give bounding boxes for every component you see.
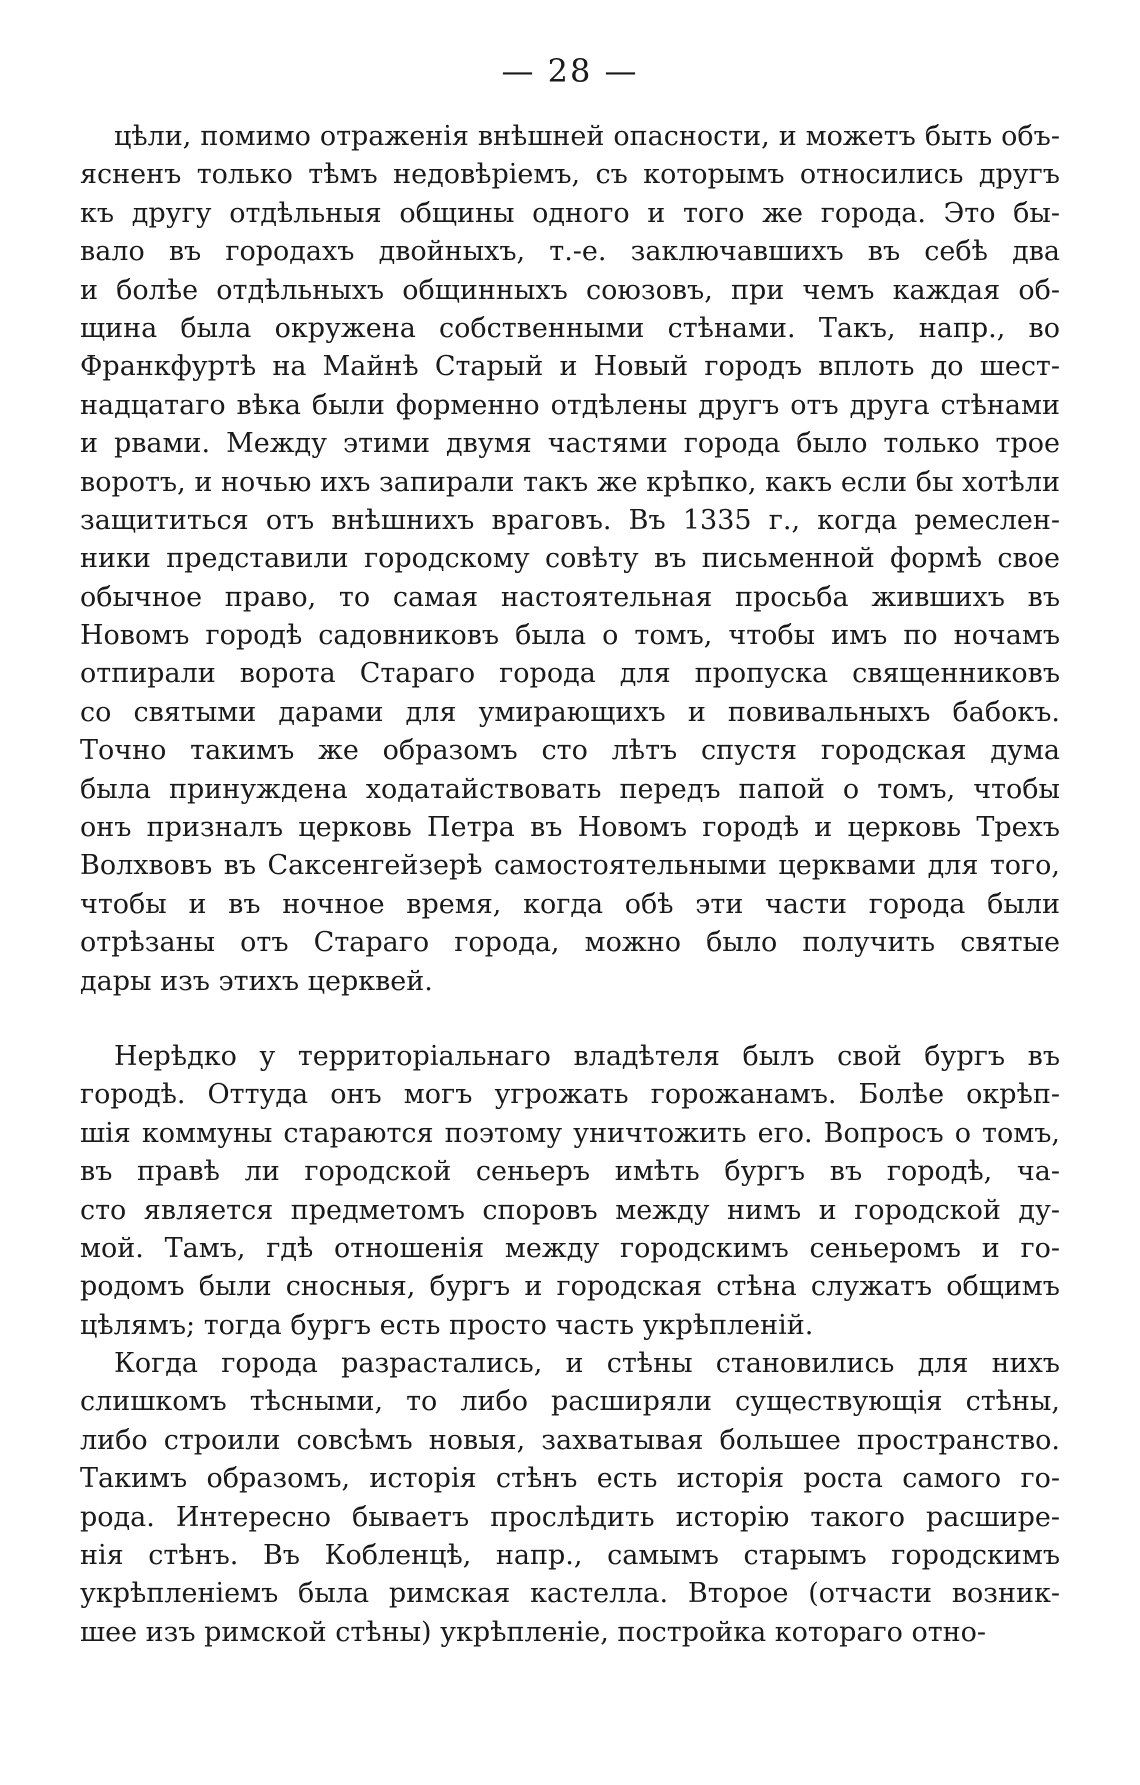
text-line: цѣли, помимо отраженія внѣшней опасности, и можетъ быть объ- xyxy=(114,121,1060,152)
paragraph-2 xyxy=(80,1038,1060,1345)
text-line: нія стѣнъ. Въ Кобленцѣ, напр., самымъ старымъ городскимъ xyxy=(80,1539,1060,1571)
text-line: и болѣе отдѣльныхъ общинныхъ союзовъ, при чемъ каждая об- xyxy=(80,274,1060,306)
text-line: Такимъ образомъ, исторія стѣнъ есть исторія роста самого го- xyxy=(80,1463,1060,1495)
text-line: дары изъ этихъ церквей. xyxy=(80,965,433,997)
text-line: щина была окружена собственными стѣнами. Такъ, напр., во xyxy=(80,312,1060,344)
text-line: либо строили совсѣмъ новыя, захватывая большее пространство. xyxy=(80,1424,1060,1456)
text-line: была принуждена ходатайствовать передъ папой о томъ, чтобы xyxy=(80,773,1060,805)
text-line: обычное право, то самая настоятельная просьба жившихъ въ xyxy=(80,581,1060,613)
page-number: — 28 — xyxy=(501,52,639,90)
text-line: Когда города разрастались, и стѣны становились для нихъ xyxy=(114,1348,1060,1379)
text-line: укрѣпленіемъ была римская кастелла. Второе (отчасти возник- xyxy=(80,1578,1060,1610)
text-line: шія коммуны стараются поэтому уничтожить его. Вопросъ о томъ, xyxy=(80,1117,1060,1149)
text-line: онъ призналъ церковь Петра въ Новомъ городѣ и церковь Трехъ xyxy=(80,812,1060,844)
text-line: шее изъ римской стѣны) укрѣпленіе, постройка котораго отно- xyxy=(80,1616,987,1648)
text-line: и рвами. Между этими двумя частями города было только трое xyxy=(80,428,1060,460)
text-line: отрѣзаны отъ Стараго города, можно было получить святые xyxy=(80,927,1060,959)
text-line: надцатаго вѣка были форменно отдѣлены другъ отъ друга стѣнами xyxy=(80,389,1060,421)
text-line: рода. Интересно бываетъ прослѣдить исторію такого расшире- xyxy=(80,1501,1060,1533)
text-line: чтобы и въ ночное время, когда обѣ эти части города были xyxy=(80,888,1060,920)
paragraph-3 xyxy=(80,1345,1060,1652)
text-line: цѣлямъ; тогда бургъ есть просто часть укрѣпленій. xyxy=(80,1309,814,1341)
text-line: слишкомъ тѣсными, то либо расширяли существующія стѣны, xyxy=(80,1386,1060,1418)
text-line: со святыми дарами для умирающихъ и повивальныхъ бабокъ. xyxy=(80,696,1060,728)
text-line: отпирали ворота Стараго города для пропуска священниковъ xyxy=(80,658,1060,690)
text-line: воротъ, и ночью ихъ запирали такъ же крѣпко, какъ если бы хотѣли xyxy=(80,466,1060,498)
text-line: ники представили городскому совѣту въ письменной формѣ свое xyxy=(80,543,1060,575)
paragraph-1 xyxy=(80,118,1060,1001)
text-line: мой. Тамъ, гдѣ отношенія между городскимъ сеньеромъ и го- xyxy=(80,1232,1060,1264)
text-line: Франкфуртѣ на Майнѣ Старый и Новый городъ вплоть до шест- xyxy=(80,351,1060,383)
text-line: Точно такимъ же образомъ сто лѣтъ спустя городская дума xyxy=(80,735,1060,767)
text-line: Волхвовъ въ Саксенгейзерѣ самостоятельными церквами для того, xyxy=(80,850,1060,882)
text-line: въ правѣ ли городской сеньеръ имѣть бургъ въ городѣ, ча- xyxy=(80,1156,1060,1188)
text-line: родомъ были сносныя, бургъ и городская стѣна служатъ общимъ xyxy=(80,1271,1060,1303)
text-line: Нерѣдко у территоріальнаго владѣтеля былъ свой бургъ въ xyxy=(114,1041,1060,1072)
text-line: ясненъ только тѣмъ недовѣріемъ, съ которымъ относились другъ xyxy=(80,159,1060,191)
text-line: вало въ городахъ двойныхъ, т.-е. заключавшихъ въ себѣ два xyxy=(80,236,1060,268)
text-line: сто является предметомъ споровъ между нимъ и городской ду- xyxy=(80,1194,1060,1226)
text-line: городѣ. Оттуда онъ могъ угрожать горожанамъ. Болѣе окрѣп- xyxy=(80,1079,1060,1111)
text-line: къ другу отдѣльныя общины одного и того же города. Это бы- xyxy=(80,197,1060,229)
text-line: Новомъ городѣ садовниковъ была о томъ, чтобы имъ по ночамъ xyxy=(80,620,1060,652)
text-line: защититься отъ внѣшнихъ враговъ. Въ 1335 г., когда ремеслен- xyxy=(80,504,1060,536)
